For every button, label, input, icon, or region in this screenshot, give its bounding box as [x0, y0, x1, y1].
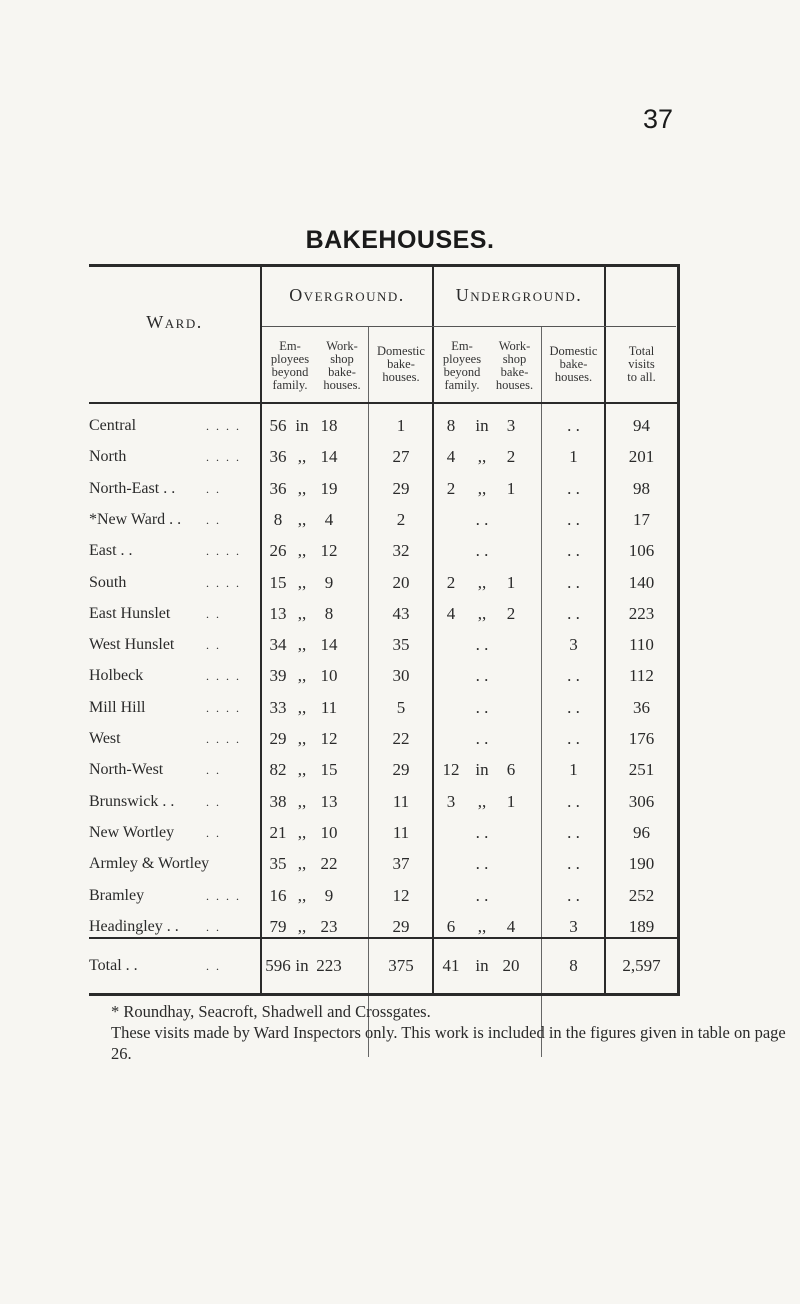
- cell-o-emp: 26: [269, 541, 287, 561]
- cell-u-sep: ,,: [477, 916, 487, 936]
- cell-ward: Central: [89, 417, 137, 434]
- cell-o-ws: 13: [320, 791, 338, 811]
- cell-u-sep: . .: [475, 541, 489, 561]
- cell-dots: . . . .: [206, 700, 241, 715]
- cell-ward: Bramley: [89, 886, 145, 904]
- header-divider: [262, 326, 676, 327]
- cell-o-sep: ,,: [297, 666, 307, 686]
- cell-u-dom: . .: [567, 478, 580, 498]
- cell-o-ws: 9: [324, 572, 334, 592]
- cell-u-sep: in: [475, 760, 489, 780]
- cell-u-ws: 1: [506, 791, 516, 811]
- cell-u-sep: ,,: [477, 478, 487, 498]
- cell-u-emp: 3: [446, 791, 456, 811]
- cell-o-dom: 29: [392, 760, 410, 780]
- cell-total: 96: [633, 822, 650, 842]
- cell-ward: East Hunslet: [89, 604, 171, 622]
- cell-o-emp: 596: [265, 956, 291, 975]
- cell-ward: Holbeck: [89, 667, 144, 685]
- cell-u-dom: . .: [567, 729, 580, 748]
- cell-o-emp: 36: [269, 447, 287, 467]
- cell-u-dom: . .: [567, 666, 580, 686]
- cell-u-ws: 1: [506, 478, 516, 498]
- cell-o-dom: 35: [392, 635, 410, 655]
- cell-o-emp: 82: [269, 760, 287, 780]
- cell-ward: Headingley . .: [89, 917, 179, 935]
- overground-header: Overground.: [289, 285, 405, 305]
- subheader-workshop: Work- shop bake- houses.: [323, 339, 361, 392]
- cell-u-sep: in: [475, 416, 489, 435]
- cell-o-emp: 56: [269, 416, 287, 435]
- subheader-domestic: Domestic bake- houses.: [549, 344, 598, 384]
- cell-o-dom: 29: [392, 916, 410, 936]
- cell-o-ws: 10: [320, 822, 338, 842]
- cell-dots: . . . .: [206, 888, 241, 903]
- cell-o-emp: 29: [269, 729, 287, 748]
- page-number: 37: [643, 104, 674, 134]
- cell-o-dom: 12: [392, 885, 410, 905]
- cell-u-dom: 3: [569, 916, 578, 936]
- footnote: * Roundhay, Seacroft, Shadwell and Crossgates.: [111, 1002, 431, 1021]
- cell-u-dom: . .: [567, 885, 580, 905]
- cell-o-sep: ,,: [297, 885, 307, 905]
- cell-total: 140: [628, 572, 655, 592]
- cell-o-sep: ,,: [297, 822, 307, 842]
- cell-o-ws: 14: [320, 447, 338, 467]
- cell-ward: West Hunslet: [89, 636, 175, 654]
- cell-o-ws: 223: [316, 956, 342, 975]
- cell-u-dom: . .: [567, 572, 580, 592]
- cell-ward: Brunswick . .: [89, 792, 175, 810]
- cell-o-ws: 9: [324, 885, 334, 905]
- total-top-rule: [89, 937, 680, 939]
- cell-u-ws: 20: [502, 956, 520, 975]
- cell-o-dom: 11: [392, 822, 410, 842]
- cell-dots: . .: [206, 959, 221, 973]
- cell-o-emp: 36: [269, 478, 287, 498]
- cell-total: 110: [629, 635, 654, 655]
- cell-o-emp: 16: [269, 885, 287, 905]
- cell-ward: North-East . .: [89, 479, 176, 497]
- cell-o-ws: 19: [320, 478, 338, 498]
- cell-o-sep: ,,: [297, 509, 307, 529]
- cell-o-emp: 79: [269, 916, 287, 936]
- cell-o-sep: ,,: [297, 854, 307, 874]
- cell-dots: . .: [206, 825, 221, 840]
- cell-ward: North-West: [89, 761, 164, 779]
- cell-u-dom: 3: [569, 635, 578, 655]
- cell-total: 112: [629, 666, 654, 686]
- cell-total: 201: [628, 447, 655, 467]
- cell-u-ws: 4: [506, 916, 516, 936]
- cell-dots: . .: [206, 512, 221, 527]
- cell-u-emp: 2: [446, 572, 456, 592]
- cell-o-dom: 43: [392, 603, 410, 623]
- cell-o-dom: 22: [392, 729, 410, 748]
- cell-total: 223: [628, 603, 655, 623]
- cell-o-emp: 38: [269, 791, 287, 811]
- column-rule: [541, 326, 542, 1057]
- cell-u-sep: . .: [475, 635, 489, 655]
- cell-o-dom: 11: [392, 791, 410, 811]
- cell-u-sep: ,,: [477, 447, 487, 467]
- cell-o-emp: 33: [269, 697, 287, 717]
- cell-o-sep: in: [295, 956, 309, 975]
- cell-u-dom: . .: [567, 791, 580, 811]
- ward-column-header: Ward.: [146, 312, 203, 332]
- cell-o-emp: 35: [269, 854, 287, 874]
- subheader-workshop: Work- shop bake- houses.: [495, 339, 534, 392]
- cell-o-dom: 29: [392, 478, 410, 498]
- cell-o-sep: ,,: [297, 541, 307, 561]
- cell-o-ws: 15: [320, 760, 338, 780]
- cell-ward: South: [89, 573, 127, 591]
- cell-o-dom: 1: [396, 416, 406, 435]
- cell-u-emp: 2: [446, 478, 456, 498]
- cell-o-sep: ,,: [297, 760, 307, 780]
- cell-ward: *New Ward . .: [89, 510, 182, 528]
- cell-o-ws: 23: [320, 916, 338, 936]
- cell-dots: . .: [206, 763, 221, 778]
- cell-o-dom: 2: [396, 509, 406, 529]
- cell-dots: . . . .: [206, 575, 241, 590]
- cell-o-ws: 22: [320, 854, 338, 874]
- cell-total: 251: [628, 760, 655, 780]
- cell-o-dom: 20: [392, 572, 410, 592]
- cell-dots: . .: [206, 606, 221, 621]
- cell-o-ws: 8: [324, 603, 334, 623]
- cell-total: 190: [628, 854, 655, 874]
- cell-u-ws: 6: [506, 760, 516, 780]
- cell-u-sep: . .: [475, 666, 489, 686]
- cell-o-ws: 18: [320, 416, 338, 435]
- cell-total: 252: [628, 885, 655, 905]
- cell-ward: Total . .: [89, 957, 138, 974]
- cell-o-dom: 32: [392, 541, 410, 561]
- underground-header: Underground.: [455, 285, 583, 305]
- cell-u-dom: . .: [567, 603, 580, 623]
- cell-total: 106: [628, 541, 655, 561]
- cell-u-emp: 6: [446, 916, 456, 936]
- cell-u-emp: 4: [446, 603, 456, 623]
- cell-o-sep: ,,: [297, 603, 307, 623]
- cell-u-dom: 8: [569, 956, 578, 975]
- cell-o-emp: 34: [269, 635, 287, 655]
- cell-u-ws: 1: [506, 572, 516, 592]
- cell-total: 98: [633, 478, 650, 498]
- subheader-employees: Em- ployees beyond family.: [442, 339, 482, 392]
- cell-u-dom: . .: [567, 697, 580, 717]
- column-rule: [677, 264, 680, 995]
- cell-o-dom: 5: [396, 697, 406, 717]
- cell-o-sep: ,,: [297, 791, 307, 811]
- cell-dots: . . . .: [206, 419, 241, 433]
- cell-o-dom: 37: [392, 854, 410, 874]
- cell-u-ws: 2: [506, 603, 516, 623]
- note-paragraph: These visits made by Ward Inspectors only. This work is included in the figures given in table on page 26.: [111, 1023, 786, 1063]
- cell-u-sep: ,,: [477, 603, 487, 623]
- cell-o-ws: 14: [320, 635, 338, 655]
- cell-dots: . . . .: [206, 732, 241, 746]
- cell-ward: North: [89, 448, 127, 466]
- cell-total: 306: [628, 791, 655, 811]
- cell-u-emp: 12: [442, 760, 460, 780]
- cell-o-dom: 30: [392, 666, 410, 686]
- cell-u-dom: . .: [567, 541, 580, 561]
- subheader-total: Total visits to all.: [627, 344, 656, 384]
- cell-ward: Mill Hill: [89, 698, 146, 716]
- cell-o-ws: 12: [320, 541, 338, 561]
- subheader-domestic: Domestic bake- houses.: [377, 344, 425, 384]
- subheader-employees: Em- ployees beyond family.: [270, 339, 310, 392]
- cell-dots: . .: [206, 481, 221, 496]
- cell-total: 94: [633, 416, 650, 435]
- cell-total: 17: [633, 509, 650, 529]
- cell-u-sep: . .: [475, 885, 489, 905]
- cell-dots: . .: [206, 919, 221, 934]
- cell-total: 176: [628, 729, 655, 748]
- cell-u-sep: ,,: [477, 572, 487, 592]
- cell-o-sep: ,,: [297, 729, 307, 748]
- cell-o-sep: ,,: [297, 447, 307, 467]
- cell-u-emp: 4: [446, 447, 456, 467]
- cell-o-sep: ,,: [297, 572, 307, 592]
- cell-dots: . . . .: [206, 544, 241, 559]
- cell-o-emp: 15: [269, 572, 287, 592]
- table-top-rule: [89, 264, 680, 267]
- cell-o-ws: 11: [320, 697, 338, 717]
- cell-total: 2,597: [622, 956, 661, 975]
- cell-u-ws: 2: [506, 447, 516, 467]
- cell-u-dom: . .: [567, 416, 580, 435]
- cell-o-ws: 12: [320, 729, 338, 748]
- cell-o-ws: 10: [320, 666, 338, 686]
- cell-u-ws: 3: [506, 416, 516, 435]
- cell-dots: . . . .: [206, 669, 241, 684]
- cell-o-dom: 375: [388, 956, 414, 975]
- cell-u-sep: . .: [475, 697, 489, 717]
- cell-u-emp: 41: [442, 956, 460, 975]
- cell-o-sep: ,,: [297, 478, 307, 498]
- cell-dots: . .: [206, 638, 221, 653]
- cell-dots: . .: [206, 794, 221, 809]
- column-rule: [368, 326, 369, 1057]
- cell-o-emp: 8: [273, 509, 283, 529]
- cell-o-emp: 13: [269, 603, 287, 623]
- cell-u-dom: . .: [567, 854, 580, 874]
- cell-u-dom: . .: [567, 822, 580, 842]
- cell-o-emp: 21: [269, 822, 287, 842]
- table-bottom-rule: [89, 993, 680, 996]
- cell-ward: East . .: [89, 542, 133, 560]
- cell-dots: . . . .: [206, 450, 241, 465]
- page-title: BAKEHOUSES.: [305, 226, 495, 254]
- cell-o-sep: ,,: [297, 916, 307, 936]
- cell-u-dom: 1: [569, 760, 578, 780]
- cell-ward: New Wortley: [89, 823, 175, 841]
- cell-u-sep: . .: [475, 822, 489, 842]
- cell-o-emp: 39: [269, 666, 287, 686]
- cell-u-sep: . .: [475, 729, 489, 748]
- cell-u-emp: 8: [446, 416, 456, 435]
- cell-ward: Armley & Wortley: [89, 855, 210, 873]
- cell-u-dom: 1: [569, 447, 578, 467]
- cell-o-dom: 27: [392, 447, 410, 467]
- cell-u-dom: . .: [567, 509, 580, 529]
- cell-u-sep: . .: [475, 509, 489, 529]
- cell-o-sep: ,,: [297, 697, 307, 717]
- cell-total: 36: [633, 697, 650, 717]
- cell-ward: West: [89, 730, 121, 747]
- cell-o-sep: in: [295, 416, 309, 435]
- cell-total: 189: [628, 916, 655, 936]
- cell-u-sep: ,,: [477, 791, 487, 811]
- cell-u-sep: . .: [475, 854, 489, 874]
- cell-o-ws: 4: [324, 509, 334, 529]
- cell-o-sep: ,,: [297, 635, 307, 655]
- header-bottom-rule: [89, 402, 680, 404]
- cell-u-sep: in: [475, 956, 489, 975]
